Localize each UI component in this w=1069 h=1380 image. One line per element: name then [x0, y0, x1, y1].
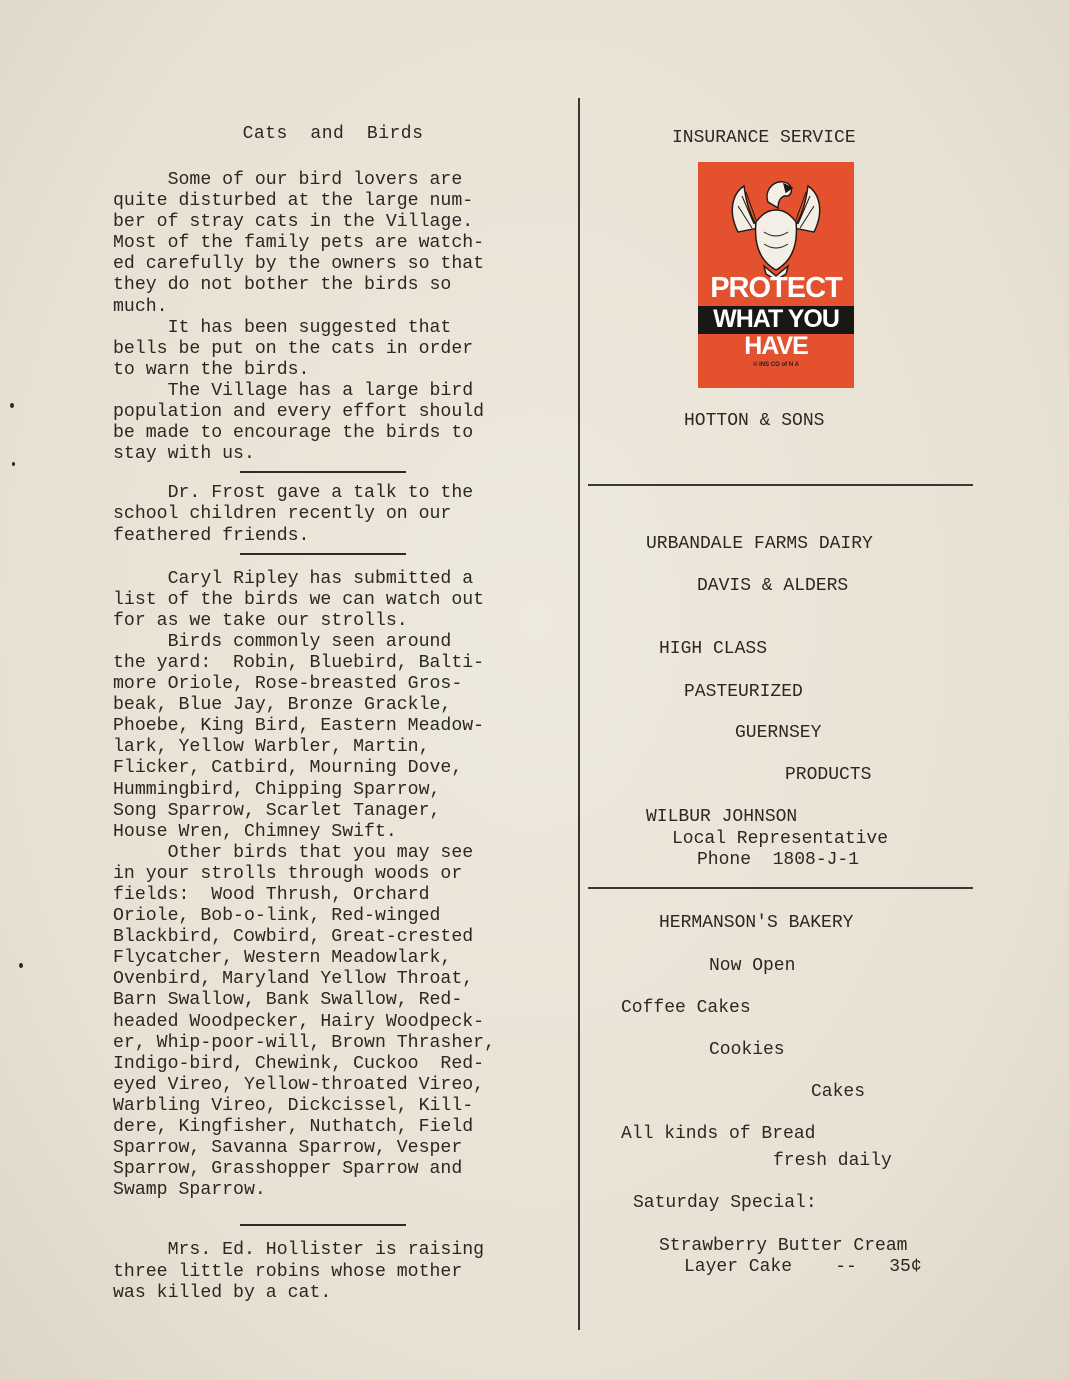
rep-phone: Phone 1808-J-1	[697, 850, 860, 870]
insurance-company: HOTTON & SONS	[684, 411, 825, 431]
paper-speck	[19, 963, 23, 968]
dairy-line-2: PASTEURIZED	[684, 682, 803, 702]
paragraph-other-birds: Other birds that you may see in your strolls through woods or fields: Wood Thrush, Orchard Oriole, Bob-o-link, Red-winged Blackbird, Cowbird, Great-crested Flycatcher, Western Meadowlark, Ovenbird, Maryland Yellow Throat, Barn Swallow, Bank Swallow, Red- headed Woodpecker, Hairy Woodpeck- er, Whip-poor-will, Brown Thrasher, Indigo-bird, Chewink, Cuckoo Red- eyed Vireo, Yellow-throated Vireo, Warbling Vireo, Dickcissel, Kill- dere, Kingfisher, Nuthatch, Field Sparrow, Savanna Sparrow, Vesper Sparrow, Grasshopper Sparrow and Swamp Sparrow.	[113, 842, 495, 1201]
dairy-owner: DAVIS & ALDERS	[697, 576, 849, 596]
bakery-bread: All kinds of Bread	[621, 1124, 816, 1144]
article-title: Cats and Birds	[242, 124, 424, 144]
paper-speck	[10, 403, 14, 408]
section-rule	[240, 1224, 406, 1226]
dairy-line-1: HIGH CLASS	[659, 639, 768, 659]
dairy-title: URBANDALE FARMS DAIRY	[646, 534, 873, 554]
section-rule	[240, 471, 406, 473]
insurance-title: INSURANCE SERVICE	[672, 128, 856, 148]
bakery-title: HERMANSON'S BAKERY	[659, 913, 854, 933]
bakery-item-cakes: Cakes	[811, 1082, 866, 1102]
section-rule	[588, 484, 973, 486]
paragraph-bells: It has been suggested that bells be put on the cats in order to warn the birds.	[113, 317, 474, 380]
rep-title: Local Representative	[672, 829, 889, 849]
special-line-1: Strawberry Butter Cream	[659, 1236, 908, 1256]
ad-line-what-you: WHAT YOU	[713, 305, 839, 333]
paragraph-cats: Some of our bird lovers are quite disturbed at the large num- ber of stray cats in the Village. Most of the family pets are watch- ed carefully by the owners so that they do not bother the birds so much.	[113, 170, 485, 317]
paper-speck	[12, 462, 15, 466]
special-label: Saturday Special:	[633, 1193, 817, 1213]
bakery-item-coffee-cakes: Coffee Cakes	[621, 998, 751, 1018]
section-rule	[588, 887, 973, 889]
left-column	[113, 124, 553, 1304]
dairy-line-3: GUERNSEY	[735, 723, 822, 743]
insurance-ad	[698, 162, 854, 388]
paragraph-ripley: Caryl Ripley has submitted a list of the birds we can watch out for as we take our strolls.	[113, 568, 485, 631]
column-divider	[578, 98, 580, 1330]
rep-name: WILBUR JOHNSON	[646, 807, 798, 827]
ad-fine-print: © INS CO of N A	[753, 362, 799, 368]
ad-line-have: HAVE	[744, 332, 808, 360]
paragraph-common-birds: Birds commonly seen around the yard: Robin, Bluebird, Balti- more Oriole, Rose-breasted Gros- beak, Blue Jay, Bronze Grackle, Phoebe, King Bird, Eastern Meadow- lark, Yellow Warbler, Martin, Flicker, Catbird, Mourning Dove, Hummingbird, Chipping Sparrow, Song Sparrow, Scarlet Tanager, House Wren, Chimney Swift.	[113, 631, 485, 842]
paragraph-population: The Village has a large bird population and every effort should be made to encourage the birds to stay with us.	[113, 380, 485, 465]
ad-line-protect: PROTECT	[710, 272, 842, 304]
dairy-line-4: PRODUCTS	[785, 765, 872, 785]
paragraph-hollister: Mrs. Ed. Hollister is raising three little robins whose mother was killed by a cat.	[113, 1240, 485, 1303]
bakery-item-cookies: Cookies	[709, 1040, 785, 1060]
section-rule	[240, 553, 406, 555]
bakery-open: Now Open	[709, 956, 796, 976]
paragraph-dr-frost: Dr. Frost gave a talk to the school children recently on our feathered friends.	[113, 483, 474, 546]
bakery-bread-fresh: fresh daily	[773, 1151, 892, 1171]
special-line-2: Layer Cake -- 35¢	[684, 1257, 922, 1277]
